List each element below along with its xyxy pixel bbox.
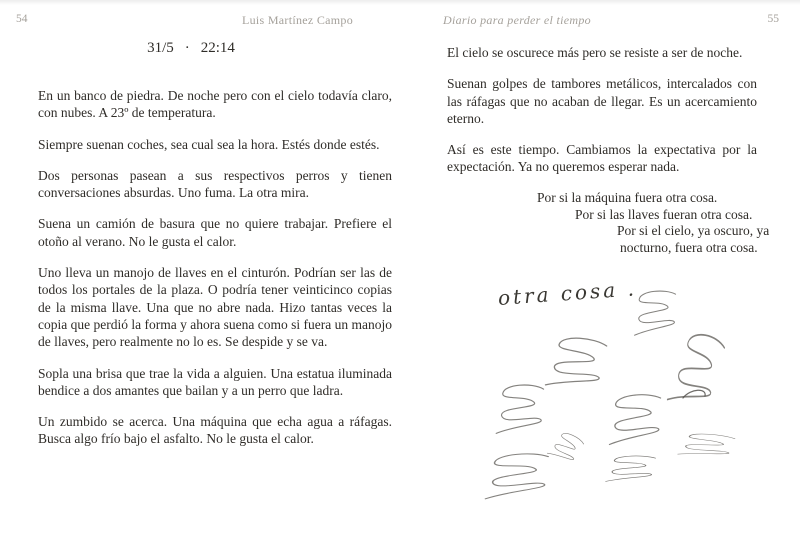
- verse-line: Por si el cielo, ya oscuro, ya: [617, 223, 770, 239]
- scribble-swirl-dark: [605, 455, 656, 481]
- scribble-swirl: [667, 330, 726, 409]
- scribble-swirl: [545, 336, 607, 389]
- verse-line: nocturno, fuera otra cosa.: [620, 240, 758, 256]
- paragraph: Suena un camión de basura que no quiere trabajar. Prefiere el otoño al verano. No le gusta el calor.: [38, 216, 392, 249]
- paragraph: El cielo se oscurece más pero se resiste a ser de noche.: [447, 45, 743, 60]
- paragraph: Uno lleva un manojo de llaves en el cinturón. Podrían ser las de todos los portales de la plaza. O podría tener veinticinco copias de la misma llave. Una que no abre nada. Hizo tantas veces la copia que perdió la forma y ahora suena como si fuera un manojo de llaves, pero realmente no lo es. Se despide y se va.: [38, 265, 392, 350]
- paragraph: Dos personas pasean a sus respectivos perros y tienen conversaciones absurdas. Uno fuma. La otra mira.: [38, 167, 392, 201]
- entry-date: 31/5: [147, 40, 174, 56]
- scribble-swirl: [605, 392, 665, 444]
- page-number-left: 54: [16, 13, 28, 25]
- verse-line: Por si la máquina fuera otra cosa.: [537, 189, 718, 205]
- right-page: [447, 0, 770, 257]
- scribble-swirl: [678, 432, 735, 458]
- left-page: [38, 0, 392, 448]
- entry-heading-separator: ·: [184, 40, 190, 56]
- verse-line: Por si las llaves fueran otra cosa.: [575, 206, 753, 222]
- page-number-right: 55: [767, 13, 779, 25]
- scribble-swirl: [493, 384, 546, 434]
- handwritten-note: otra cosa .: [497, 276, 638, 310]
- paragraph: Sopla una brisa que trae la vida a alguien. Una estatua iluminada bendice a dos amantes que bailan y a un perro que ladra.: [38, 365, 392, 398]
- paragraph: Un zumbido se acerca. Una máquina que echa agua a ráfagas. Busca algo frío bajo el asfalto. No le gusta el calor.: [38, 414, 392, 447]
- paragraph: Suenan golpes de tambores metálicos, intercalados con las ráfagas que no acaban de llegar. Es un acercamiento eterno.: [447, 76, 757, 126]
- scribble-curl: [547, 429, 585, 466]
- scribble-swirl: [482, 452, 552, 499]
- paragraph: Así es este tiempo. Cambiamos la expectativa por la expectación. Ya no queremos esperar nada.: [447, 142, 757, 175]
- verse-block: [447, 189, 770, 257]
- scribbles-drawing: [455, 280, 765, 510]
- scribble-swirl: [630, 289, 679, 335]
- paragraph: En un banco de piedra. De noche pero con el cielo todavía claro, con nubes. A 23º de temperatura.: [38, 88, 392, 121]
- running-head-book-title: Diario para perder el tiempo: [443, 13, 591, 27]
- running-head-author: Luis Martínez Campo: [241, 13, 353, 27]
- entry-heading: [38, 40, 344, 57]
- entry-time: 22:14: [200, 40, 235, 56]
- paragraph: Siempre suenan coches, sea cual sea la hora. Estés donde estés.: [38, 136, 380, 152]
